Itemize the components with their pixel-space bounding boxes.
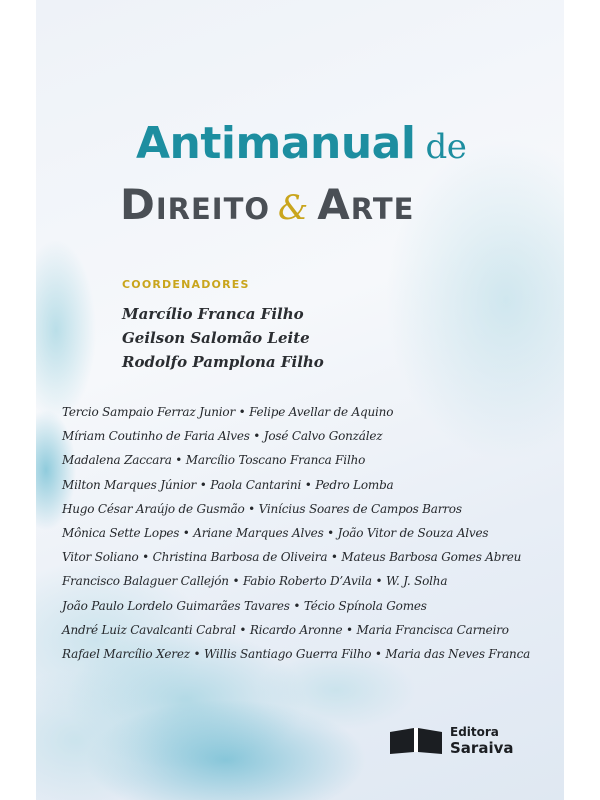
authors-line: Milton Marques Júnior • Paola Cantarini • Pedro Lomba (62, 477, 394, 492)
authors-line: Hugo César Araújo de Gusmão • Vinícius Soares de Campos Barros (62, 501, 462, 516)
publisher-name (450, 724, 514, 756)
title-arte: Arte (317, 180, 415, 229)
publisher-line-1: Editora (450, 725, 499, 739)
authors-line: Francisco Balaguer Callejón • Fabio Roberto D’Avila • W. J. Solha (62, 574, 448, 589)
coordinator-name: Rodolfo Pamplona Filho (122, 353, 324, 371)
authors-line: André Luiz Cavalcanti Cabral • Ricardo Aronne • Maria Francisca Carneiro (62, 622, 509, 637)
coordinators-label: COORDENADORES (122, 278, 250, 291)
open-book-icon (388, 726, 444, 756)
title-de: de (425, 127, 467, 167)
coordinator-name: Geilson Salomão Leite (122, 329, 310, 347)
publisher-logo (388, 722, 548, 762)
authors-list (62, 400, 562, 666)
book-cover (36, 0, 564, 800)
coordinators-list (122, 302, 542, 374)
title-line-1 (136, 118, 556, 169)
title-line-2 (120, 180, 560, 229)
authors-line: Tercio Sampaio Ferraz Junior • Felipe Avellar de Aquino (62, 405, 394, 419)
authors-line: Míriam Coutinho de Faria Alves • José Calvo González (62, 429, 383, 444)
title-direito: Direito (120, 180, 271, 229)
authors-line: Mônica Sette Lopes • Ariane Marques Alves • João Vitor de Souza Alves (62, 526, 489, 541)
authors-line: Vitor Soliano • Christina Barbosa de Oliveira • Mateus Barbosa Gomes Abreu (62, 550, 522, 565)
coordinator-name: Marcílio Franca Filho (122, 305, 304, 323)
title-main: Antimanual (136, 118, 416, 169)
publisher-line-2: Saraiva (450, 739, 514, 757)
authors-line: Rafael Marcílio Xerez • Willis Santiago Guerra Filho • Maria das Neves Franca (62, 647, 531, 662)
authors-line: Madalena Zaccara • Marcílio Toscano Franca Filho (62, 453, 366, 468)
authors-line: João Paulo Lordelo Guimarães Tavares • Técio Spínola Gomes (62, 598, 427, 613)
title-ampersand: & (278, 188, 310, 228)
